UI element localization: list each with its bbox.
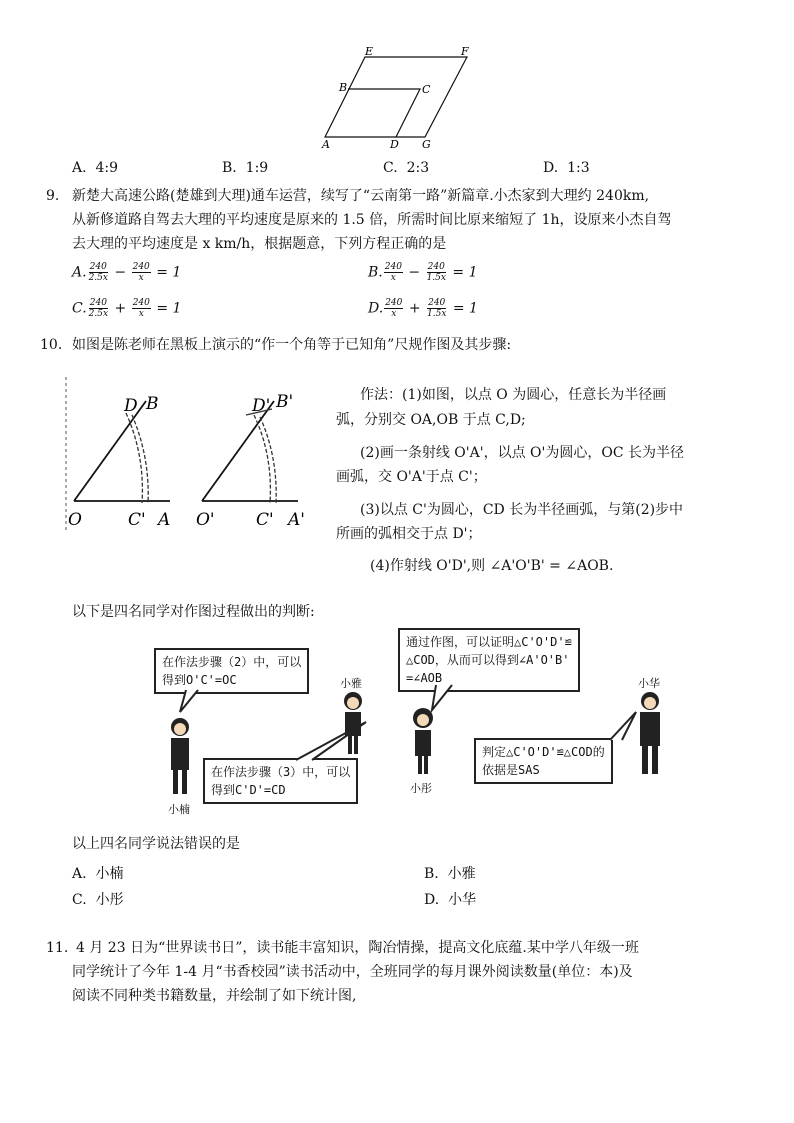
label-B-prime: B': [276, 392, 294, 412]
label-C-prime: C': [128, 510, 146, 530]
name-xiaonan: 小楠: [168, 803, 190, 816]
q9-option-d[interactable]: D. $\frac{240}{x}$ + $\frac{240}{1.5x}$ = 1: [368, 298, 478, 319]
q10-option-c[interactable]: C. 小彤: [72, 892, 124, 908]
judge-intro: 以下是四名同学对作图过程做出的判断:: [72, 604, 315, 620]
step-2b: 画弧，交 O'A'于点 C'；: [336, 469, 487, 485]
label-C-prime-2: C': [256, 510, 274, 530]
name-xiaoya: 小雅: [340, 677, 362, 690]
label-D-prime: D': [252, 396, 271, 416]
label-E: E: [365, 45, 374, 58]
q9-option-c[interactable]: C. $\frac{240}{2.5x}$ + $\frac{240}{x}$ = 1: [72, 298, 182, 319]
q9-line-2: 从新修道路自驾去大理的平均速度是原来的 1.5 倍，所需时间比原来缩短了 1h，设原来小杰自驾: [72, 212, 672, 228]
q11-line-3: 阅读不同种类书籍数量，并绘制了如下统计图,: [72, 988, 357, 1004]
label-A: A: [158, 510, 171, 530]
label-D: D: [390, 138, 399, 150]
student-xiaotong-figure: [408, 706, 438, 776]
step-2a: (2)画一条射线 O'A'，以点 O'为圆心，OC 长为半径: [360, 445, 684, 461]
step-3b: 所画的弧相交于点 D'；: [336, 526, 482, 542]
q9-option-a[interactable]: A. $\frac{240}{2.5x}$ − $\frac{240}{x}$ = 1: [72, 262, 182, 283]
label-O-prime: O': [196, 510, 215, 530]
name-xiaohua: 小华: [638, 677, 660, 690]
label-O: O: [68, 510, 82, 530]
q10-number: 10.: [40, 337, 63, 353]
student-xiaoya-figure: [338, 690, 368, 756]
q8-option-b[interactable]: B. 1:9: [222, 160, 269, 176]
bubble-xiaonan: 在作法步骤（2）中，可以 得到O'C'=OC: [154, 648, 309, 694]
q8-option-a[interactable]: A. 4:9: [72, 160, 118, 176]
q10-option-b[interactable]: B. 小雅: [424, 866, 476, 882]
label-G: G: [422, 138, 431, 150]
q9-option-b[interactable]: B. $\frac{240}{x}$ − $\frac{240}{1.5x}$ = 1: [368, 262, 478, 283]
label-B: B: [339, 81, 348, 94]
label-D: D: [124, 396, 138, 416]
q9-line-3: 去大理的平均速度是 x km/h，根据题意，下列方程正确的是: [72, 236, 447, 252]
q10-option-d[interactable]: D. 小华: [424, 892, 477, 908]
label-A-prime: A': [288, 510, 305, 530]
bubble-xiaohua: 判定△C'O'D'≌△COD的 依据是SAS: [474, 738, 613, 784]
label-C: C: [422, 83, 431, 96]
q10-stem: 如图是陈老师在黑板上演示的“作一个角等于已知角”尺规作图及其步骤:: [72, 337, 512, 353]
bubble-xiaotong: 通过作图，可以证明△C'O'D'≌ △COD，从而可以得到∠A'O'B' =∠AOB: [398, 628, 580, 692]
q8-option-c[interactable]: C. 2:3: [383, 160, 430, 176]
label-A: A: [322, 138, 330, 150]
label-B: B: [146, 394, 159, 414]
q10-question: 以上四名同学说法错误的是: [72, 836, 240, 852]
step-1b: 弧，分别交 OA,OB 于点 C,D;: [336, 412, 526, 428]
student-xiaohua-figure: [634, 690, 666, 778]
name-xiaotong: 小彤: [410, 782, 432, 795]
q9-line-1: 新楚大高速公路(楚雄到大理)通车运营，续写了“云南第一路”新篇章.小杰家到大理约 240km,: [72, 188, 650, 204]
step-3a: (3)以点 C'为圆心，CD 长为半径画弧，与第(2)步中: [360, 502, 684, 518]
q11-number: 11.: [46, 940, 69, 956]
q8-option-d[interactable]: D. 1:3: [543, 160, 590, 176]
step-1a: 作法：(1)如图，以点 O 为圆心，任意长为半径画: [360, 387, 667, 403]
q10-option-a[interactable]: A. 小楠: [72, 866, 124, 882]
label-F: F: [461, 45, 469, 58]
q11-line-2: 同学统计了今年 1-4 月“书香校园”读书活动中，全班同学的每月课外阅读数量(单位：本)及: [72, 964, 633, 980]
bubble-xiaoya: 在作法步骤（3）中，可以 得到C'D'=CD: [203, 758, 358, 804]
step-4: (4)作射线 O'D',则 ∠A'O'B' = ∠AOB.: [370, 558, 614, 574]
student-xiaonan-figure: [165, 715, 195, 799]
q9-number: 9.: [46, 188, 60, 204]
q11-line-1: 4 月 23 日为“世界读书日”，读书能丰富知识，陶冶情操，提高文化底蕴.某中学八年级一班: [76, 940, 639, 956]
